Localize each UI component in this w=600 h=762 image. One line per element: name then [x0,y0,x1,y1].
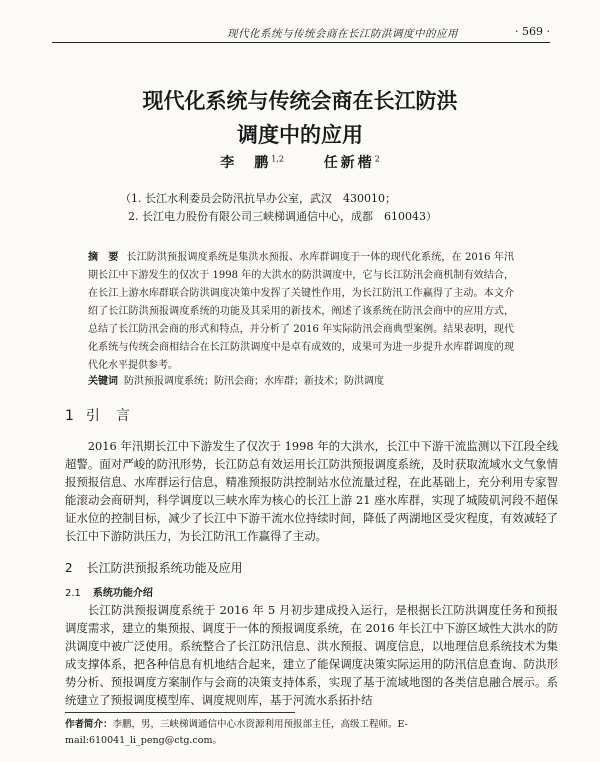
page-number: · 569 · [515,25,550,38]
author-name: 任新楷 [323,155,375,171]
body-paragraph: 2016 年汛期长江中下游发生了仅次于 1998 年的大洪水，长江中下游干流监测以下江段全线超警。面对严峻的防汛形势，长江防总有效运用长江防洪预报调度系统，及时获取流域水文气象情报预报信息、水库群运行信息，精准预报防洪控制站水位流量过程，在此基础上，充分利用专家智能滚动会商研判，科学调度以三峡水库为核心的长江上游 21 座水库群，实现了城陵矶河段不超保证水位的控制目标，减少了长江中下游干流水位持续时间，降低了两湖地区受灾程度，有效减轻了长江中下游防洪压力，为长江防汛工作赢得了主动。 [65,439,558,543]
abstract-text: 长江防洪预报调度系统是集洪水预报、水库群调度于一体的现代化系统，在 2016 年汛期长江中下游发生的仅次于 1998 年的大洪水的防洪调度中，它与长江防汛会商机制有效结合，在长江上游水库群联合防洪调度决策中发挥了关键性作用，为长江防汛工作赢得了主动。本文介绍了长江防洪预报调度系统的功能及其采用的新技术，阐述了该系统在防汛会商中的应用方式，总结了长江防汛会商的形式和特点，并分析了 2016 年实际防汛会商典型案例。结果表明，现代化系统与传统会商相结合在长江防洪调度中是卓有成效的，成果可为进一步提升水库群调度的现代化水平提供参考。 [88,252,515,371]
keywords [88,374,514,390]
running-head [52,24,550,43]
section-title: 长江防洪预报系统功能及应用 [86,561,243,575]
section-title: 引言 [85,408,146,424]
author-footnote [65,717,560,749]
footnote-text: 李鹏，男，三峡梯调通信中心水资源利用预报部主任，高级工程师。E-mail:610041_li_peng@ctg.com。 [65,719,408,746]
author-affil-marker: 2 [374,154,380,164]
section-number: 1 [65,408,74,424]
footnote-divider [65,712,295,713]
abstract-label: 摘 要 [88,252,119,263]
subsection-heading [65,584,153,599]
paper-title-line2: 调度中的应用 [237,123,363,147]
author-affil-marker: 1,2 [271,154,284,164]
paper-title [60,84,540,152]
paper-title-line1: 现代化系统与传统会商在长江防洪 [142,89,458,113]
affiliation-line: 2. 长江电力股份有限公司三峡梯调通信中心，成都 610043） [128,210,437,223]
affiliation-line: （1. 长江水利委员会防汛抗旱办公室，武汉 430010； [120,192,396,205]
keywords-label: 关键词 [88,376,118,387]
footnote-label: 作者简介： [65,719,113,730]
author-name: 李 鹏 [220,155,272,171]
abstract [88,249,514,375]
section-number: 2 [65,561,73,575]
subsection-title: 系统功能介绍 [92,588,153,599]
body-paragraph: 长江防洪预报调度系统于 2016 年 5 月初步建成投入运行，是根据长江防洪调度任务和预报调度需求，建立的集预报、调度于一体的预报调度系统，在 2016 年长江中下游区域性大洪水的防洪调度中被广泛使用。系统整合了长江防汛信息、洪水预报、调度信息，以地理信息系统技术为集成支撑体系，把各种信息有机地结合起来，建立了能保调度决策实际运用的防汛信息查询、防洪形势分析、预报调度方案制作与会商的决策支持体系，实现了基于流域地图的各类信息融合展示。系统建立了预报调度模型库、调度规则库，基于河流水系拓扑结 [65,603,558,707]
section-heading [65,559,243,576]
affiliations [120,190,500,226]
section-heading [65,405,146,425]
running-head-title: 现代化系统与传统会商在长江防洪调度中的应用 [227,28,458,40]
author-list [0,152,600,172]
keywords-text: 防洪预报调度系统；防汛会商；水库群；新技术；防洪调度 [124,376,384,387]
subsection-number: 2.1 [65,588,81,599]
